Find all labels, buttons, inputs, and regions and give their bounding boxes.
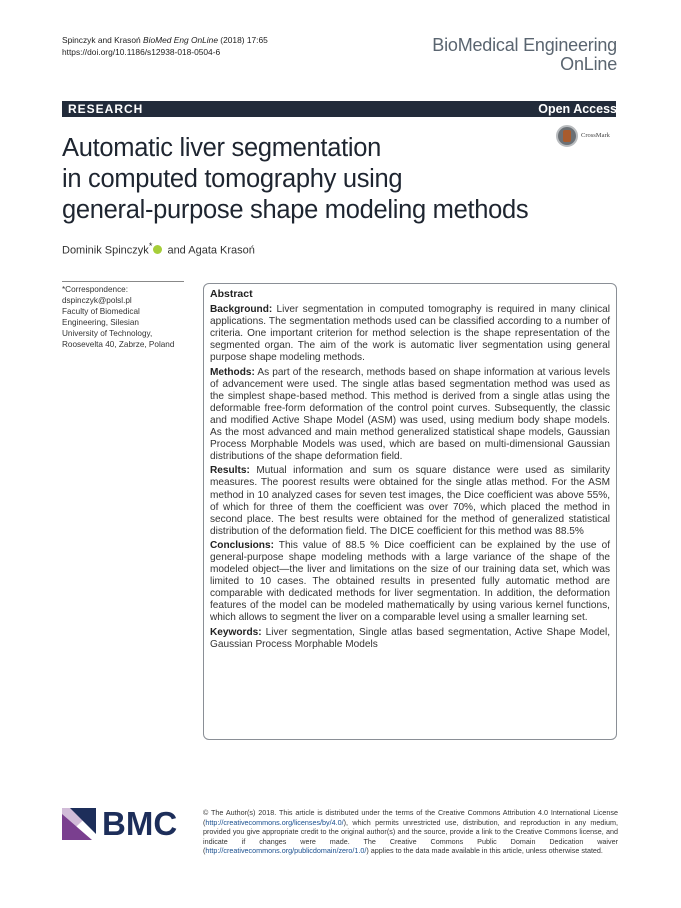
article-type-banner: [62, 101, 616, 117]
journal-name: [380, 36, 617, 74]
background-text: Liver segmentation in computed tomography is required in many clinical applications. The segmentation methods used can be classified according to a number of criteria. One important criterion for method selection is the shape representation of the segmented organ. The aim of the work is automatic liver segmentation using general purpose shape modeling methods.: [210, 304, 610, 364]
abstract-results: [210, 465, 610, 538]
correspondence-email[interactable]: dspinczyk@polsl.pl: [62, 296, 132, 305]
abstract-methods: [210, 367, 610, 464]
affiliation-line: Engineering, Silesian: [62, 318, 139, 327]
correspondence-note: [62, 284, 192, 350]
keywords-label: Keywords:: [210, 626, 262, 638]
background-label: Background:: [210, 304, 273, 316]
journal-name-line2: OnLine: [560, 54, 617, 74]
journal-name-line1: BioMedical Engineering: [432, 35, 617, 55]
crossmark-label: CrossMark: [581, 132, 610, 139]
author-list: [62, 241, 255, 257]
orcid-icon[interactable]: [153, 245, 162, 254]
conclusions-text: This value of 88.5 % Dice coefficient can be explained by the use of general-purpose shape modeling methods with a large variance of the shape of the modeled object—the liver and limitations on the size of our training data set, which was limited to 10 cases. The obtained results in presented fully automatic method are comparable with dedicated methods for liver segmentation. In addition, the deformation features of the model can be modeled mathematically by using various kernel functions, which allows to segment the liver on a comparable level using a smaller learning set.: [210, 539, 610, 624]
citation-journal: BioMed Eng OnLine: [143, 35, 218, 45]
abstract-content: [210, 288, 610, 653]
article-type-label: RESEARCH: [68, 102, 144, 116]
results-text: Mutual information and sum os square distance were used as similarity measures. The poorest results were obtained for the single atlas method. For the ASM method in 10 analyzed cases for seven test images, the Dice coefficient was above 55%, of which for three of them the coefficient was over 70%, which placed the method in second place. The best results were obtained for the method of generalized statistical distribution of the deformation field. The DICE coefficient for this method was 88.5%: [210, 465, 610, 537]
abstract-background: [210, 304, 610, 364]
citation-authors: Spinczyk and Krasoń: [62, 35, 144, 45]
author-name: Dominik Spinczyk: [62, 244, 149, 257]
author-name-rest: and Agata Krasoń: [164, 244, 255, 257]
correspondence-divider: [62, 281, 184, 282]
title-line-1: Automatic liver segmentation: [62, 134, 382, 162]
license-text-1: © The Author(s) 2018. This article is distributed under the terms of the Creative Commons Attribution 4.0 International License (: [203, 808, 618, 827]
open-access-label: Open Access: [538, 102, 617, 116]
license-link-cc0[interactable]: http://creativecommons.org/publicdomain/zero/1.0/: [205, 846, 367, 856]
article-title: [62, 133, 582, 226]
bmc-logo: [62, 805, 187, 842]
correspondence-label: *Correspondence:: [62, 285, 128, 294]
keywords-text: Liver segmentation, Single atlas based segmentation, Active Shape Model, Gaussian Process Morphable Models: [210, 626, 610, 650]
methods-label: Methods:: [210, 366, 255, 378]
license-link-cc-by[interactable]: http://creativecommons.org/licenses/by/4.0/: [205, 817, 344, 827]
corresponding-mark: *: [148, 241, 153, 251]
license-text-2: ), which permits unrestricted use, distribution, and reproduction in any medium, provided you give appropriate credit to the original author(s) and the source, provide a link to the Creative Commons license, and indicate if changes were made. The Creative Commons Public Domain Dedication waiver (: [203, 817, 618, 856]
abstract-keywords: [210, 627, 610, 651]
abstract-heading: Abstract: [210, 288, 253, 300]
abstract-box: [203, 283, 617, 740]
affiliation-line: University of Technology,: [62, 329, 153, 338]
abstract-conclusions: [210, 540, 610, 625]
affiliation-line: Roosevelta 40, Zabrze, Poland: [62, 340, 175, 349]
license-notice: [203, 808, 618, 856]
conclusions-label: Conclusions:: [210, 539, 274, 551]
results-label: Results:: [210, 465, 250, 477]
citation-line: [62, 34, 392, 46]
methods-text: As part of the research, methods based on shape information at various levels of advancement were used. The single atlas based segmentation method was used as the simplest shape-based method. This method is derived from a single atlas using the deformable free-form deformation of the control point curves. Subsequently, the classic and modified Active Shape Model (ASM) was used, using medium body shape models. As the most advanced and main method generalized statistical shape models, Gaussian Process Morphable Models was used, which are based on multi-dimensional Gaussian distributions of the shape deformation field.: [210, 366, 610, 463]
title-line-2: in computed tomography using: [62, 165, 403, 193]
affiliation-line: Faculty of Biomedical: [62, 307, 140, 316]
title-line-3: general-purpose shape modeling methods: [62, 196, 529, 224]
bmc-logo-icon: [62, 808, 96, 840]
citation-header: [62, 34, 392, 58]
license-text-3: ) applies to the data made available in this article, unless otherwise stated.: [366, 846, 603, 856]
doi-link[interactable]: https://doi.org/10.1186/s12938-018-0504-6: [62, 47, 221, 57]
bmc-logo-text: BMC: [102, 805, 178, 842]
citation-year: (2018) 17:65: [217, 35, 268, 45]
